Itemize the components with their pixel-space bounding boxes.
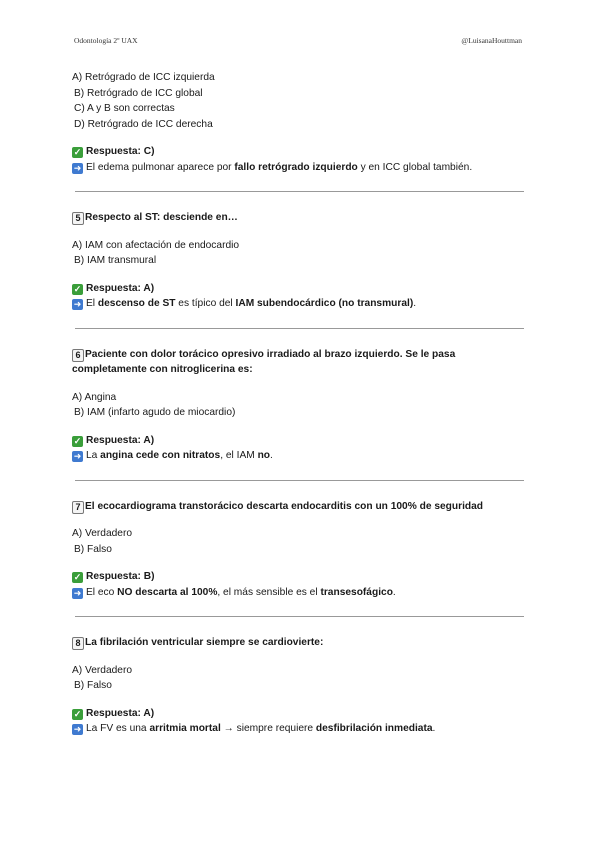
question-7: 7 El ecocardiograma transtorácico descarta endocarditis con un 100% de seguridad A) Verdadero B) Falso ✓ Respuesta: B) ➜ El eco NO descarta al 100%, el más sensible es el transesofágico. bbox=[72, 499, 532, 601]
option: B) Retrógrado de ICC global bbox=[74, 87, 203, 99]
check-mark-icon: ✓ bbox=[73, 708, 82, 719]
right-arrow-icon: ➜ bbox=[73, 299, 82, 309]
question-text: El ecocardiograma transtorácico descarta endocarditis con un 100% de seguridad bbox=[85, 500, 484, 512]
answer-label: Respuesta: A) bbox=[86, 282, 155, 294]
option: A) Verdadero bbox=[72, 528, 133, 539]
answer-label: Respuesta: C) bbox=[86, 146, 155, 157]
prev-question: A) Retrógrado de ICC izquierda B) Retrógrado de ICC global C) A y B son correctas D) Retrógrado de ICC derecha ✓ Respuesta: C) ➜ El edema pulmonar aparece por fallo retrógrado izquierdo y en ICC global también. bbox=[72, 70, 532, 175]
question-8: 8 La fibrilación ventricular siempre se cardiovierte: A) Verdadero B) Falso ✓ Respuesta: A) ➜ La FV es una arritmia mortal → siempre requiere desfibrilación inmediata. bbox=[72, 635, 532, 737]
option: B) Falso bbox=[74, 543, 112, 555]
option: B) IAM (infarto agudo de miocardio) bbox=[74, 407, 236, 418]
right-arrow-icon: ➜ bbox=[73, 162, 82, 173]
right-arrow-icon: ➜ bbox=[73, 587, 82, 598]
separator bbox=[75, 191, 524, 192]
question-text: La fibrilación ventricular siempre se cardiovierte: bbox=[85, 637, 324, 648]
separator bbox=[75, 328, 524, 329]
question-text: Respecto al ST: desciende en… bbox=[85, 212, 238, 223]
option: A) IAM con afectación de endocardio bbox=[72, 239, 240, 251]
question-6: 6 Paciente con dolor torácico opresivo irradiado al brazo izquierdo. Se le pasa completamente con nitroglicerina es: A) Angina B) IAM (infarto agudo de miocardio) ✓ Respuesta: A) ➜ La angina cede con nitratos, el IAM no. bbox=[72, 347, 532, 464]
check-mark-icon: ✓ bbox=[73, 435, 82, 446]
number-5-icon: 5 bbox=[72, 212, 84, 225]
header-right: @LuisanaHouttman bbox=[461, 36, 522, 45]
check-mark-icon: ✓ bbox=[73, 283, 82, 294]
option: C) A y B son correctas bbox=[74, 103, 175, 114]
right-arrow-icon: ➜ bbox=[73, 724, 82, 734]
answer-label: Respuesta: A) bbox=[86, 707, 155, 719]
answer-label: Respuesta: A) bbox=[86, 434, 155, 446]
option: B) IAM transmural bbox=[74, 255, 157, 266]
right-arrow-icon: ➜ bbox=[73, 451, 82, 461]
number-8-icon: 8 bbox=[72, 637, 84, 650]
header-left: Odontología 2º UAX bbox=[74, 36, 138, 45]
check-mark-icon: ✓ bbox=[73, 572, 82, 582]
check-mark-icon: ✓ bbox=[73, 147, 82, 157]
option: A) Retrógrado de ICC izquierda bbox=[72, 72, 215, 83]
answer-label: Respuesta: B) bbox=[86, 571, 155, 582]
number-6-icon: 6 bbox=[72, 349, 84, 362]
document-content bbox=[72, 70, 532, 737]
question-5: 5 Respecto al ST: desciende en… A) IAM con afectación de endocardio B) IAM transmural ✓ Respuesta: A) ➜ El descenso de ST es típico del IAM subendocárdico (no transmural). bbox=[72, 210, 532, 312]
separator bbox=[75, 616, 524, 617]
option: B) Falso bbox=[74, 680, 112, 691]
option: A) Angina bbox=[72, 391, 117, 403]
question-text: Paciente con dolor torácico opresivo irradiado al brazo izquierdo. Se le pasa completamente con nitroglicerina es: bbox=[72, 348, 456, 375]
option: D) Retrógrado de ICC derecha bbox=[74, 118, 213, 130]
option: A) Verdadero bbox=[72, 664, 133, 676]
number-7-icon: 7 bbox=[72, 501, 84, 514]
separator bbox=[75, 480, 524, 481]
